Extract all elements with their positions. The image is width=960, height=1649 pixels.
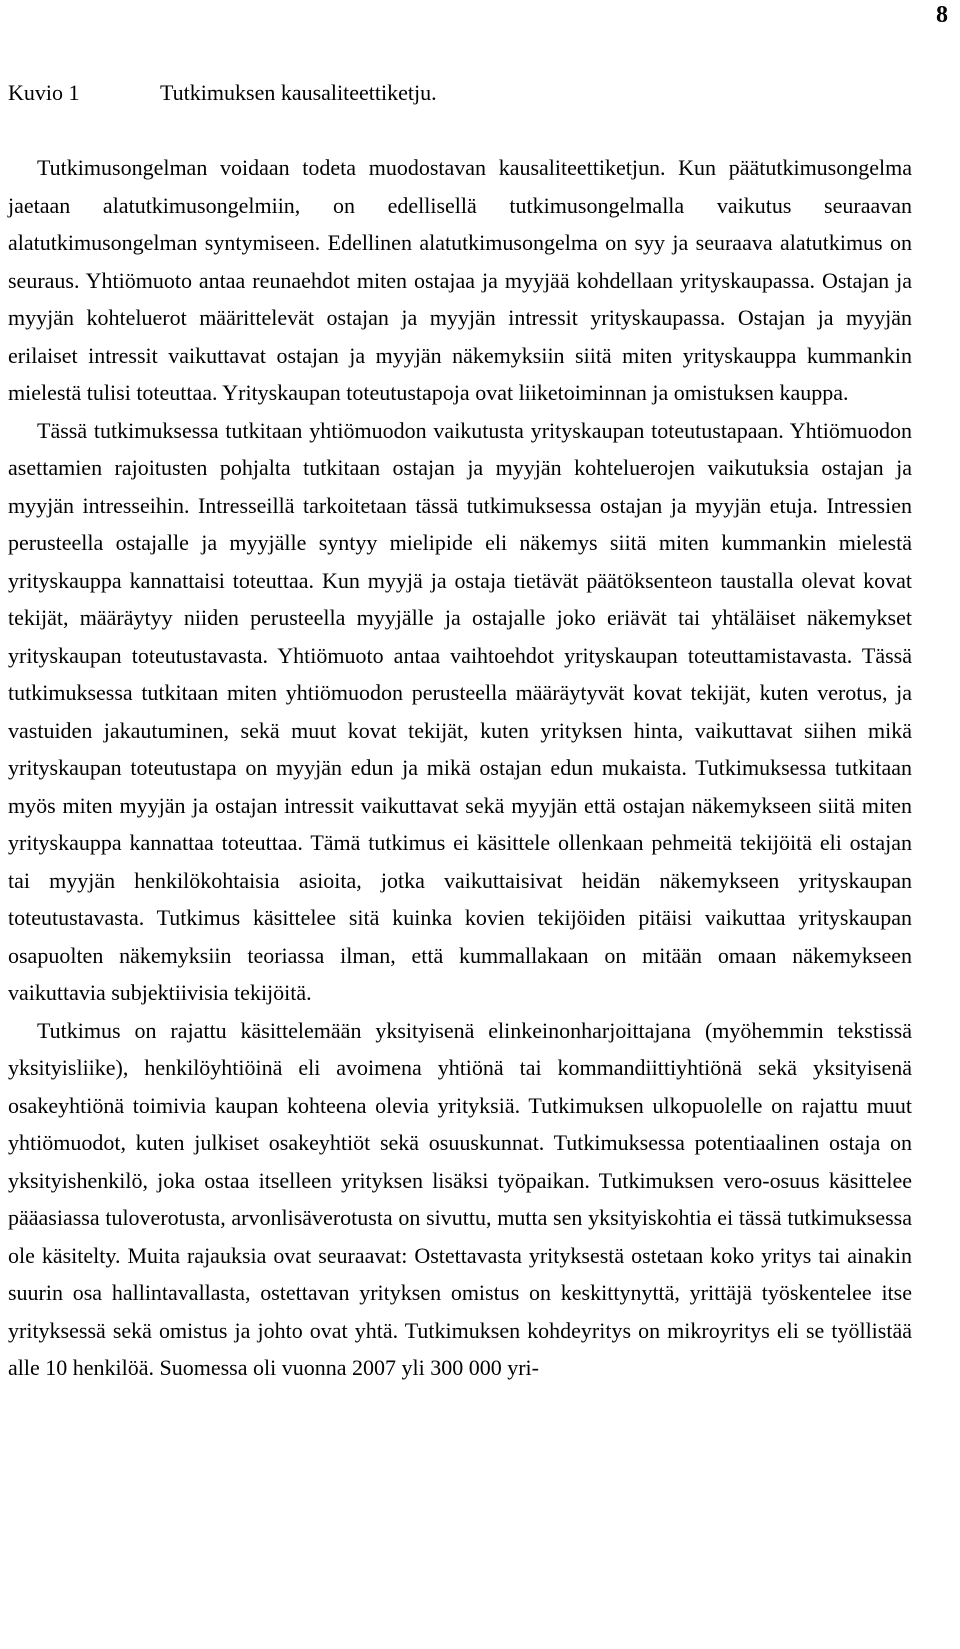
paragraph-study-scope: Tässä tutkimuksessa tutkitaan yhtiömuodon vaikutusta yrityskaupan toteutustapaan. Yhtiömuodon asettamien rajoitusten pohjalta tutkitaan ostajan ja myyjän kohteluerojen vaikutuksia ostajan ja myyjän intresseihin. Intresseillä tarkoitetaan tässä tutkimuksessa ostajan ja myyjän etuja. Intressien perusteella ostajalle ja myyjälle syntyy mielipide eli näkemys siitä miten kummankin mielestä yrityskauppa kannattaisi toteuttaa. Kun myyjä ja ostaja tietävät päätöksenteon taustalla olevat kovat tekijät, määräytyy niiden perusteella myyjälle ja ostajalle joko eriävät tai yhtäläiset näkemykset yrityskaupan toteutustavasta. Yhtiömuoto antaa vaihtoehdot yrityskaupan toteuttamistavasta. Tässä tutkimuksessa tutkitaan miten yhtiömuodon perusteella määräytyvät kovat tekijät, kuten verotus, ja vastuiden jakautuminen, sekä muut kovat tekijät, kuten yrityksen hinta, vaikuttavat siihen mikä yrityskaupan toteutustapa on myyjän edun ja mikä ostajan edun mukaista. Tutkimuksessa tutkitaan myös miten myyjän ja ostajan intressit vaikuttavat sekä myyjän että ostajan näkemykseen siitä miten yrityskauppa kannattaa toteuttaa. Tämä tutkimus ei käsittele ollenkaan pehmeitä tekijöitä eli ostajan tai myyjän henkilökohtaisia asioita, jotka vaikuttaisivat heidän näkemykseen yrityskaupan toteutustavasta. Tutkimus käsittelee sitä kuinka kovien tekijöiden pitäisi vaikuttaa yrityskaupan osapuolten näkemyksiin teoriassa ilman, että kummallakaan on mitään omaan näkemykseen vaikuttavia subjektiivisia tekijöitä. [8, 417, 912, 1005]
paragraph-study-delimitations: Tutkimus on rajattu käsittelemään yksityisenä elinkeinonharjoittajana (myöhemmin tekstissä yksityisliike), henkilöyhtiöinä eli avoimena yhtiönä tai kommandiittiyhtiönä sekä yksityisenä osakeyhtiönä toimivia kaupan kohteena olevia yrityksiä. Tutkimuksen ulkopuolelle on rajattu muut yhtiömuodot, kuten julkiset osakeyhtiöt sekä osuuskunnat. Tutkimuksessa potentiaalinen ostaja on yksityishenkilö, joka ostaa itselleen yrityksen lisäksi työpaikan. Tutkimuksen vero-osuus käsittelee pääasiassa tuloverotusta, arvonlisäverotusta on sivuttu, mutta sen yksityiskohtia ei tässä tutkimuksessa ole käsitelty. Muita rajauksia ovat seuraavat: Ostettavasta yrityksestä ostetaan koko yritys tai ainakin suurin osa hallintavallasta, ostettavan yrityksen omistus on keskittynyttä, yrittäjä työskentelee itse yrityksessä sekä omistus ja johto ovat yhtä. Tutkimuksen kohdeyritys on mikroyritys eli se työllistää alle 10 henkilöä. Suomessa oli vuonna 2007 yli 300 000 yri- [8, 1017, 912, 1380]
figure-label: Kuvio 1 [8, 80, 80, 105]
page-number: 8 [936, 2, 948, 28]
figure-title: Tutkimuksen kausaliteettiketju. [160, 80, 437, 105]
body-text [8, 149, 912, 1387]
paragraph-causality-chain: Tutkimusongelman voidaan todeta muodostavan kausaliteettiketjun. Kun päätutkimusongelma jaetaan alatutkimusongelmiin, on edellisellä tutkimusongelmalla vaikutus seuraavan alatutkimusongelman syntymiseen. Edellinen alatutkimusongelma on syy ja seuraava alatutkimus on seuraus. Yhtiömuoto antaa reunaehdot miten ostajaa ja myyjää kohdellaan yrityskaupassa. Ostajan ja myyjän kohteluerot määrittelevät ostajan ja myyjän intressit yrityskaupassa. Ostajan ja myyjän erilaiset intressit vaikuttavat ostajan ja myyjän näkemyksiin siitä miten yrityskauppa kummankin mielestä tulisi toteuttaa. Yrityskaupan toteutustapoja ovat liiketoiminnan ja omistuksen kauppa. [8, 155, 912, 405]
figure-caption [8, 80, 437, 106]
